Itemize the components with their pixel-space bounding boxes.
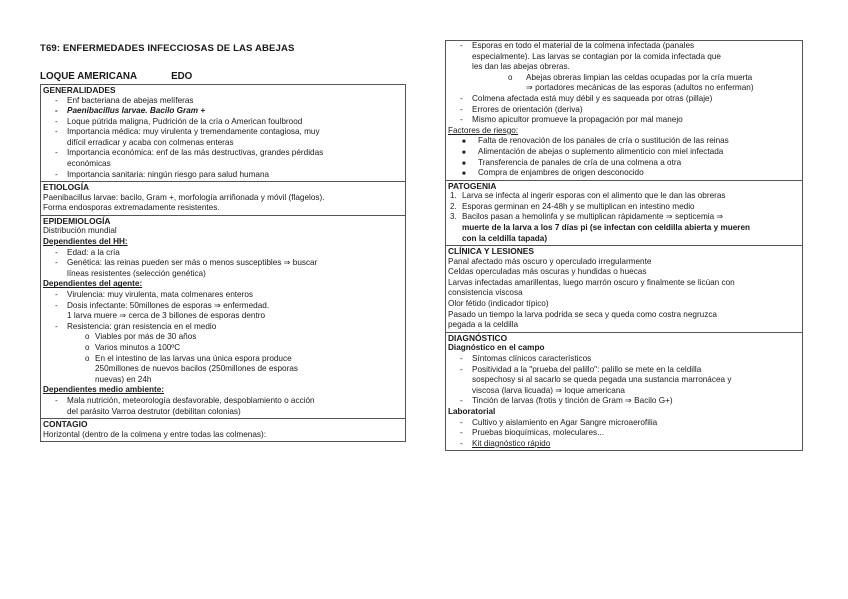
text-line: Pasado un tiempo la larva podrida se seca y queda como costra negruzca <box>448 309 717 319</box>
text-line: Forma endosporas extremadamente resistentes. <box>43 203 220 213</box>
section-contagio-continued <box>446 41 802 180</box>
list-item: - Errores de orientación (deriva) <box>460 104 583 114</box>
list-item: - Edad: a la cría <box>55 247 120 257</box>
text-line: Celdas operculadas más oscuras y hundidas o huecas <box>448 267 647 277</box>
list-item-continuation: difícil erradicar y acaba con colmenas enteras <box>67 137 234 147</box>
list-item: - Dosis infectante: 50millones de esporas ⇒ enfermedad. <box>55 300 270 310</box>
sub-list-item-continuation: ⇒ portadores mecánicas de las esporas (adultos no enferman) <box>526 83 754 93</box>
section-heading: CONTAGIO <box>43 419 88 430</box>
section-generalidades <box>41 85 405 181</box>
text-line: Panal afectado más oscuro y operculado irregularmente <box>448 256 652 266</box>
text-line: Distribución mundial <box>43 226 117 236</box>
list-item: - Enf bacteriana de abejas melíferas <box>55 95 194 105</box>
text-line: Larvas infectadas amarillentas, luego marrón oscuro y finalmente se licúan con <box>448 277 735 287</box>
section-etiologia <box>41 181 405 215</box>
section-contagio <box>41 418 405 441</box>
document-title: T69: ENFERMEDADES INFECCIOSAS DE LAS ABEJAS <box>40 43 295 54</box>
list-item: - Esporas en todo el material de la colmena infectada (panales <box>460 41 695 50</box>
text-line: Horizontal (dentro de la colmena y entre todas las colmenas): <box>43 429 266 439</box>
section-heading: EPIDEMIOLOGÍA <box>43 215 111 226</box>
subheading: Dependientes medio ambiente: <box>43 385 165 395</box>
list-item: - Virulencia: muy virulenta, mata colmenares enteros <box>55 290 253 299</box>
right-column <box>445 40 803 451</box>
subheading: Factores de riesgo: <box>448 125 519 135</box>
list-item: - Cultivo y aislamiento en Agar Sangre microaerofilia <box>460 417 658 427</box>
list-item-continuation: sospechosy si al sacarlo se queda pegada una sustancia marronácea y <box>472 375 732 385</box>
numbered-item: 2. Esporas germinan en 24-48h y se multiplican en intestino medio <box>450 201 695 211</box>
text-line: consistencia viscosa <box>448 288 523 298</box>
disease-title <box>40 70 406 84</box>
list-item: - Loque pútrida maligna, Pudrición de la cría o American foulbrood <box>55 116 303 126</box>
list-item: - Genética: las reinas pueden ser más o menos susceptibles ⇒ buscar <box>55 258 318 268</box>
sub-list-item-continuation: 250millones de nuevos bacilos (250millones de esporas <box>95 364 298 374</box>
list-item: - Mala nutrición, meteorología desfavorable, despoblamiento o acción <box>55 395 315 405</box>
numbered-item: 3. Bacilos pasan a hemolinfa y se multiplican rápidamente ⇒ septicemia ⇒ <box>450 212 724 222</box>
list-item: - Tinción de larvas (frotis y tinción de Gram ⇒ Bacilo G+) <box>460 396 673 406</box>
list-item: - Resistencia: gran resistencia en el medio <box>55 321 217 331</box>
edo-label: EDO <box>171 71 193 82</box>
sub-list-item: o Abejas obreras limpian las celdas ocupadas por la cría muerta <box>508 72 753 82</box>
section-clinica <box>446 245 802 332</box>
section-heading: PATOGENIA <box>448 180 497 191</box>
list-item: - Importancia económica: enf de las más destructivas, grandes pérdidas <box>55 148 324 158</box>
bullet-item: ■ Compra de enjambres de origen desconocido <box>462 168 644 178</box>
section-epidemiologia <box>41 215 405 418</box>
list-item-continuation: 1 larva muere ⇒ cerca de 3 billones de esporas dentro <box>67 311 266 321</box>
sub-list-item: o Viables por más de 30 años <box>85 332 197 342</box>
list-item: - Colmena afectada está muy débil y es saqueada por otras (pillaje) <box>460 93 713 103</box>
list-item: - Paenibacillus larvae. Bacilo Gram + <box>55 106 206 116</box>
bullet-item: ■ Alimentación de abejas o suplemento alimenticio con miel infectada <box>462 146 724 156</box>
left-column <box>40 42 406 442</box>
subheading: Laboratorial <box>448 406 496 416</box>
numbered-item: 1. Larva se infecta al ingerir esporas con el alimento que le dan las obreras <box>450 191 726 201</box>
bullet-item: ■ Falta de renovación de los panales de cría o sustitución de las reinas <box>462 136 729 146</box>
sub-list-item-continuation: nuevas) en 24h <box>95 374 152 384</box>
sub-list-item: o Varios minutos a 100ºC <box>85 342 181 352</box>
sub-list-item: o En el intestino de las larvas una única espora produce <box>85 353 292 363</box>
list-item-continuation: viscosa (larva licuada) ⇒ loque americana <box>472 385 625 395</box>
bullet-item: ■ Transferencia de panales de cría de una colmena a otra <box>462 157 682 167</box>
numbered-item-continuation: muerte de la larva a los 7 días pi (se infectan con celdilla abierta y mueren <box>462 223 751 232</box>
subheading: Dependientes del HH: <box>43 237 128 247</box>
list-item-continuation: del parásito Varroa destrutor (debilitan colonias) <box>67 406 241 416</box>
list-item: - Positividad a la "prueba del palillo": palillo se mete en la celdilla <box>460 364 702 374</box>
right-table <box>445 40 803 451</box>
section-patogenia <box>446 180 802 245</box>
list-item: - Importancia médica: muy virulenta y tremendamente contagiosa, muy <box>55 127 320 137</box>
text-line: Olor fétido (indicador típico) <box>448 299 549 309</box>
subheading: Diagnóstico en el campo <box>448 343 545 353</box>
list-item: - Mismo apicultor promueve la propagación por mal manejo <box>460 115 683 125</box>
list-item-continuation: líneas resistentes (selección genética) <box>67 268 206 278</box>
list-item: - Importancia sanitaria: ningún riesgo para salud humana <box>55 169 270 179</box>
section-diagnostico <box>446 332 802 450</box>
subheading: Dependientes del agente: <box>43 279 143 289</box>
left-table <box>40 84 406 442</box>
list-item: - Síntomas clínicos característicos <box>460 353 592 363</box>
section-heading: CLÍNICA Y LESIONES <box>448 246 534 257</box>
text-line: Paenibacillus larvae: bacilo, Gram +, morfología arriñonada y móvil (flagelos). <box>43 192 325 202</box>
list-item: - Pruebas bioquímicas, moleculares... <box>460 428 604 438</box>
list-item-continuation: les dan las abejas obreras. <box>472 62 570 72</box>
section-heading: ETIOLOGÍA <box>43 182 90 193</box>
disease-name: LOQUE AMERICANA <box>40 71 138 82</box>
text-line: pegada a la celdilla <box>448 320 519 330</box>
list-item: - Kit diagnóstico rápido <box>460 438 551 448</box>
section-heading: GENERALIDADES <box>43 85 116 95</box>
list-item-continuation: económicas <box>67 159 111 169</box>
section-heading: DIAGNÓSTICO <box>448 332 508 343</box>
list-item-continuation: especialmente). Las larvas se contagian por la comida infectada que <box>472 51 721 61</box>
numbered-item-continuation: con la celdilla tapada) <box>462 233 548 243</box>
